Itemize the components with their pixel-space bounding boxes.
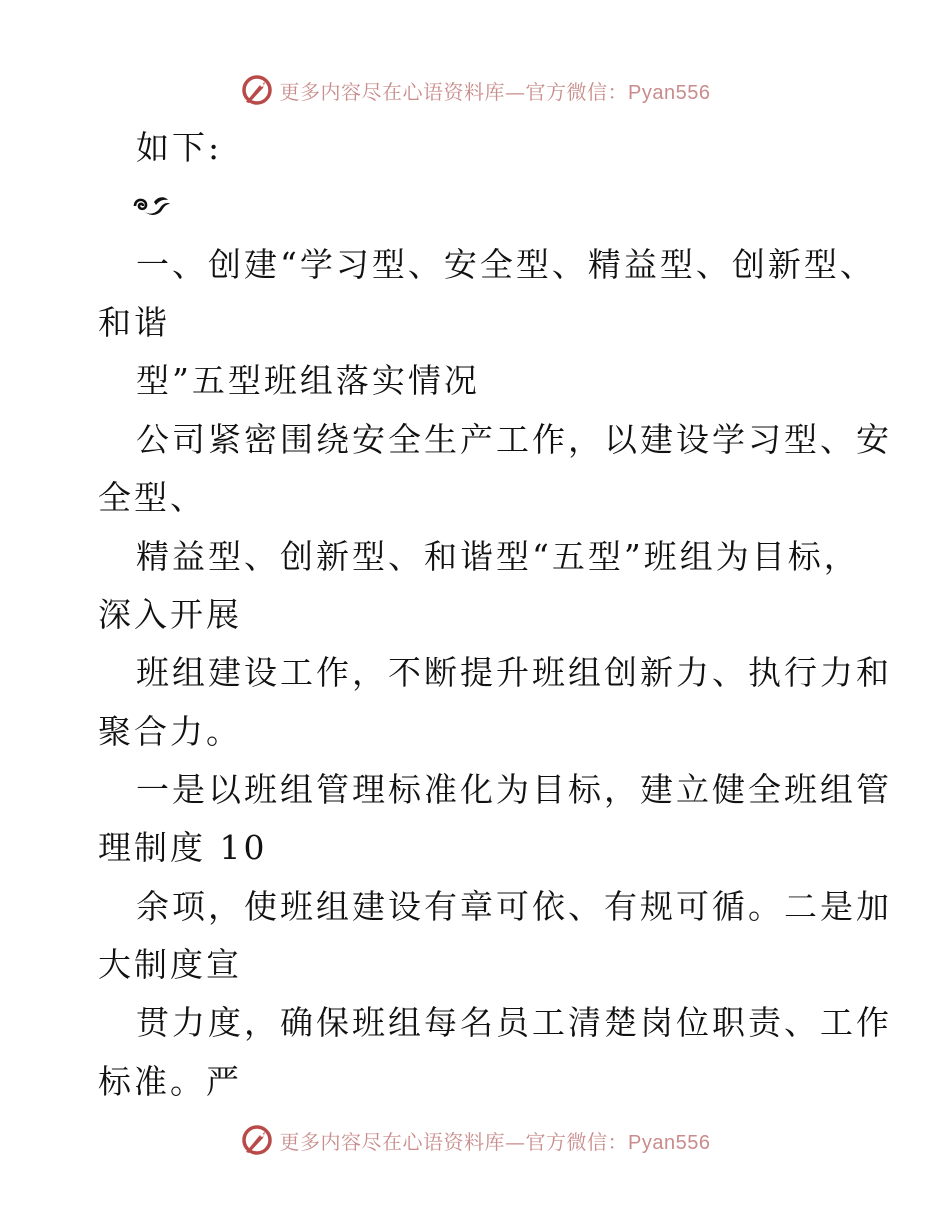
watermark-text: 更多内容尽在心语资料库—官方微信：Pyan556: [279, 1129, 711, 1154]
text-line: 精益型、创新型、和谐型“五型”班组为目标，: [136, 537, 860, 576]
text-line: 班组建设工作，不断提升班组创新力、执行力和: [136, 653, 892, 692]
text-line: 公司紧密围绕安全生产工作，以建设学习型、安: [136, 420, 892, 459]
text-line: 型”五型班组落实情况: [136, 361, 480, 400]
text-line: 全型、: [98, 478, 206, 517]
text-line: 余项，使班组建设有章可依、有规可循。二是加: [136, 887, 892, 926]
footer-watermark: [0, 1120, 950, 1160]
pen-nib-circle-icon: [240, 73, 274, 107]
fleuron-ornament-icon: [132, 192, 172, 222]
watermark-text: 更多内容尽在心语资料库—官方微信：Pyan556: [279, 79, 711, 104]
text-line: 如下:: [136, 128, 223, 167]
text-line: 和谐: [98, 303, 170, 342]
text-line: 聚合力。: [98, 712, 242, 751]
text-line: 大制度宣: [98, 945, 242, 984]
text-line: 一是以班组管理标准化为目标，建立健全班组管: [136, 770, 892, 809]
text-line: 标准。严: [98, 1062, 242, 1101]
text-line: 贯力度，确保班组每名员工清楚岗位职责、工作: [136, 1003, 892, 1042]
text-line: 理制度 10: [98, 828, 268, 867]
text-line: 深入开展: [98, 595, 242, 634]
text-line: 一、创建“学习型、安全型、精益型、创新型、: [136, 245, 876, 284]
header-watermark: [0, 70, 950, 110]
pen-nib-circle-icon: [240, 1123, 274, 1157]
